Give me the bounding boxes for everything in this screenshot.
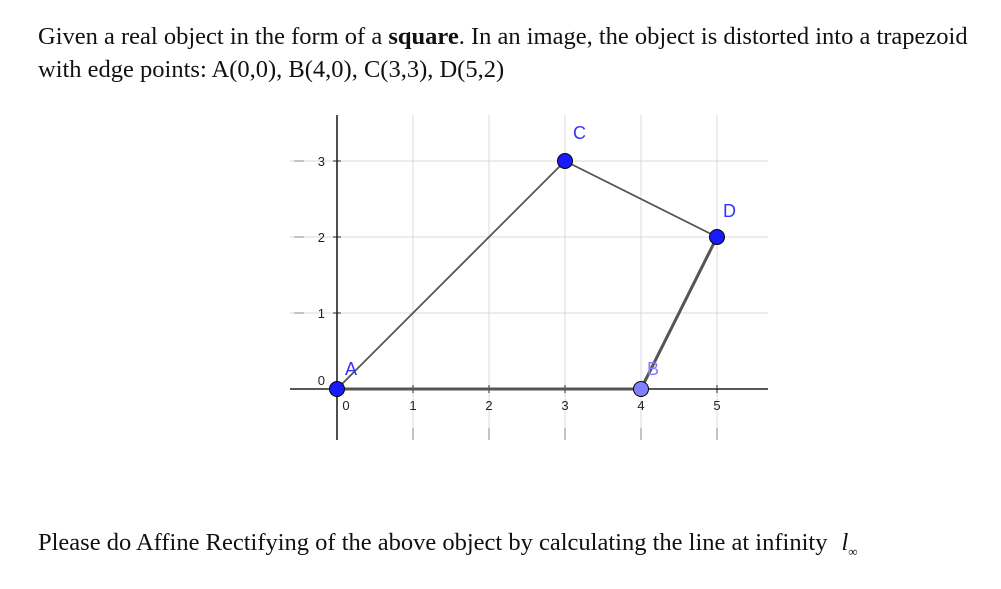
x-tick-label: 3	[561, 398, 569, 413]
point-label-c: C	[573, 123, 586, 143]
point-label-b: B	[647, 359, 660, 379]
y-tick-label: 2	[317, 230, 325, 245]
polygon-points	[330, 123, 737, 397]
question-part-2: . In an image, the object is distorted into a trapezoid with edge points: A(0,0), B(4,0), C(3,3), D(5,2)	[38, 23, 968, 83]
y-tick-label: 3	[317, 154, 325, 169]
x-tick-label: 0	[342, 398, 350, 413]
x-tick-label: 1	[409, 398, 417, 413]
x-tick-label: 2	[485, 398, 493, 413]
point-label-a: A	[345, 359, 358, 379]
edge-ac	[337, 161, 565, 389]
point-d	[710, 230, 725, 245]
line-symbol: l	[841, 529, 849, 556]
question-bold-word: square	[388, 23, 459, 50]
point-c	[558, 154, 573, 169]
point-label-d: D	[723, 201, 736, 221]
tick-labels	[318, 154, 721, 413]
footer-text	[38, 526, 988, 569]
question-part-1: Given a real object in the form of a	[38, 23, 389, 50]
infinity-subscript: ∞	[848, 543, 858, 559]
point-b	[634, 382, 649, 397]
y-tick-label: 0	[317, 373, 325, 388]
x-tick-label: 4	[637, 398, 645, 413]
polygon-edges	[337, 161, 717, 389]
x-tick-label: 5	[713, 398, 721, 413]
line-at-infinity-symbol	[841, 529, 858, 559]
footer-sentence: Please do Affine Rectifying of the above object by calculating the line at infinity	[38, 529, 828, 556]
point-a	[330, 382, 345, 397]
y-tick-label: 1	[317, 306, 325, 321]
